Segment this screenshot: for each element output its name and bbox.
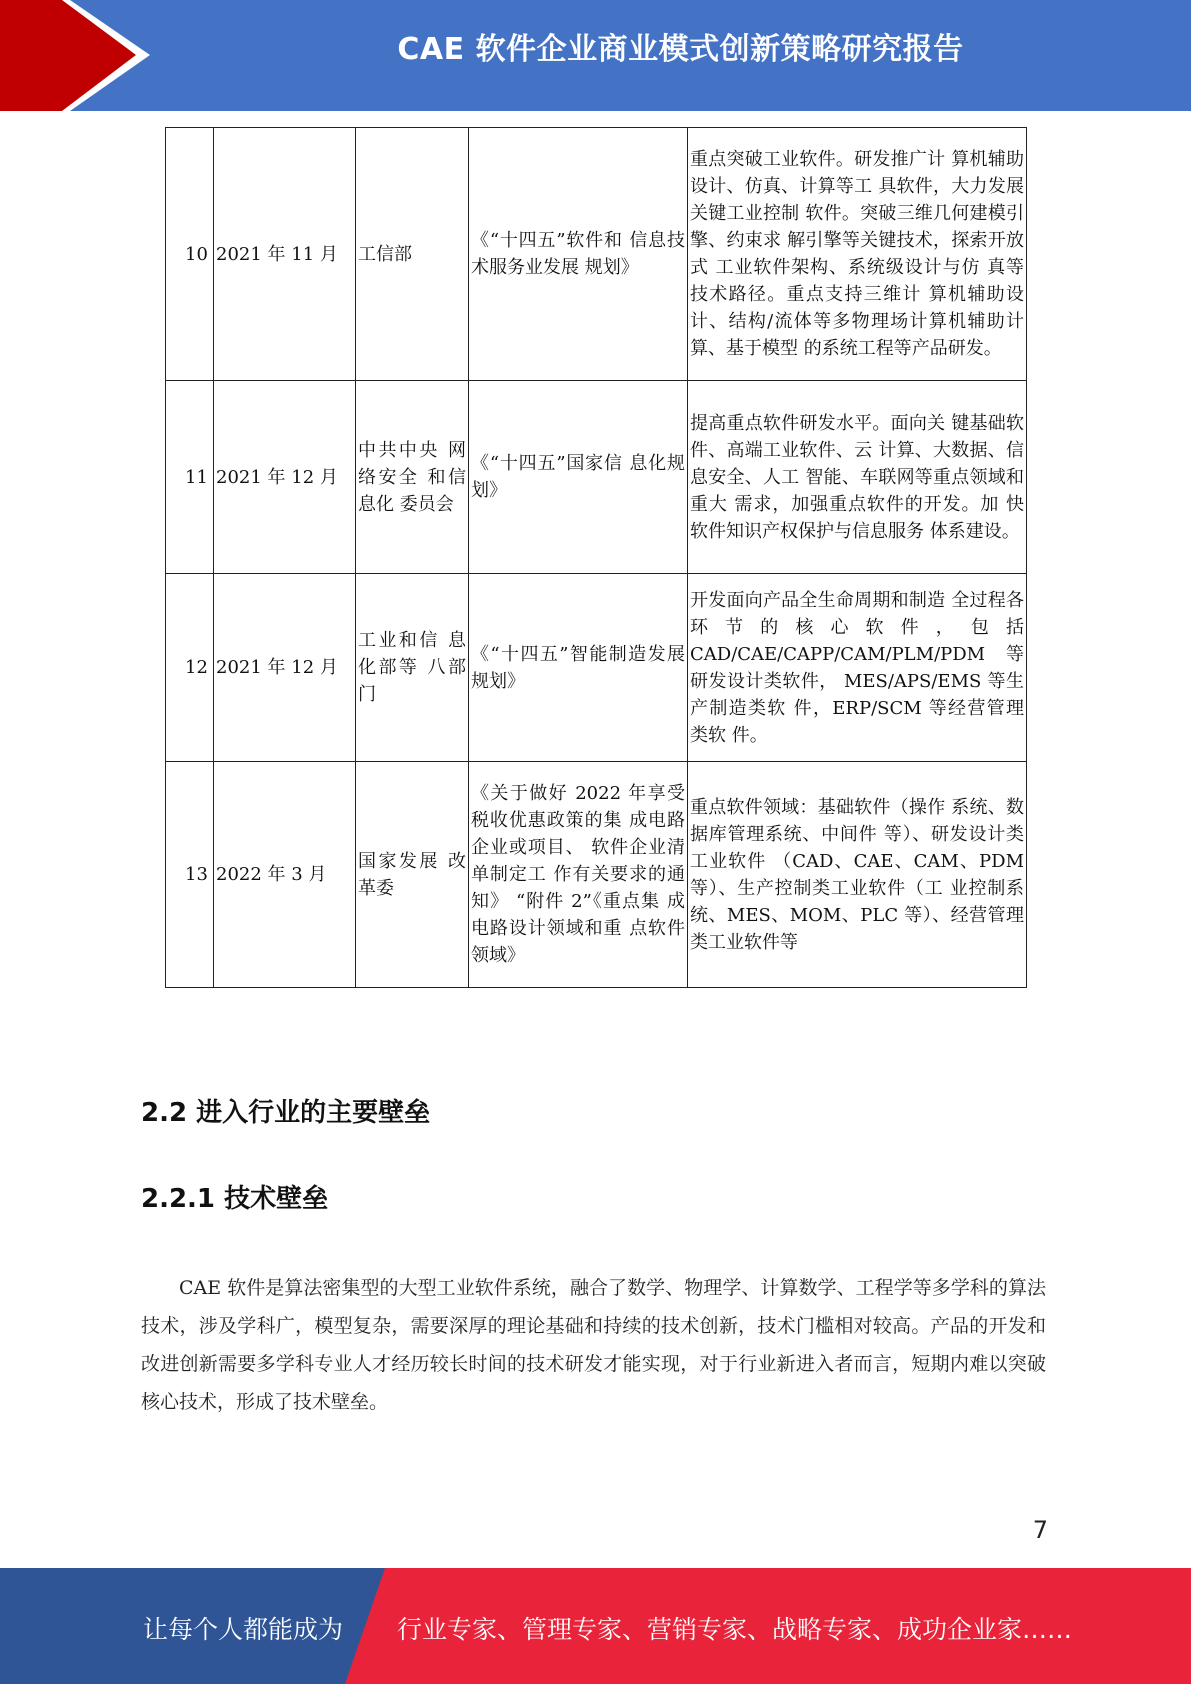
page-header [0,0,1191,111]
section-heading: 2.2 进入行业的主要壁垒 [141,1098,431,1128]
row-description: 重点软件领域：基础软件（操作 系统、数据库管理系统、中间件 等）、研发设计类工业软件 （CAD、CAE、CAM、PDM 等）、生产控制类工业软件（工 业控制系统、MES、MOM、PLC 等）、经营管理类工业软件等 [688,762,1027,988]
header-arrow-decoration [0,0,160,111]
row-number: 11 [166,381,214,574]
policy-table [165,127,1027,988]
body-paragraph: CAE 软件是算法密集型的大型工业软件系统，融合了数学、物理学、计算数学、工程学等多学科的算法技术，涉及学科广，模型复杂，需要深厚的理论基础和持续的技术创新，技术门槛相对较高。产品的开发和改进创新需要多学科专业人才经历较长时间的技术研发才能实现，对于行业新进入者而言，短期内难以突破核心技术，形成了技术壁垒。 [141,1277,1046,1413]
footer-slogan-left: 让每个人都能成为 [143,1615,344,1644]
page-number: 7 [1032,1516,1048,1544]
table-row [166,762,1027,988]
row-description: 开发面向产品全生命周期和制造 全过程各环节的核心软件，包括 CAD/CAE/CAPP/CAM/PLM/PDM 等研发设计类软件， MES/APS/EMS 等生产制造类软 件，ERP/SCM 等经营管理类软 件。 [688,574,1027,762]
row-document: 《“十四五”国家信 息化规划》 [469,381,688,574]
row-date: 2022 年 3 月 [214,762,356,988]
row-document: 《“十四五”智能制造发展规划》 [469,574,688,762]
table-row [166,381,1027,574]
row-date: 2021 年 12 月 [214,381,356,574]
row-description: 重点突破工业软件。研发推广计 算机辅助设计、仿真、计算等工 具软件，大力发展关键工业控制 软件。突破三维几何建模引擎、约束求 解引擎等关键技术，探索开放式 工业软件架构、系统级设计与仿 真等技术路径。重点支持三维计 算机辅助设计、结构/流体等多物理场计算机辅助计算、基于模型 的系统工程等产品研发。 [688,128,1027,381]
row-number: 10 [166,128,214,381]
row-department: 工信部 [356,128,469,381]
row-department: 工业和信 息化部等 八部门 [356,574,469,762]
row-number: 12 [166,574,214,762]
row-date: 2021 年 11 月 [214,128,356,381]
row-document: 《关于做好 2022 年享受税收优惠政策的集 成电路企业或项目、 软件企业清单制定工 作有关要求的通知》 “附件 2”《重点集 成电路设计领域和重 点软件领域》 [469,762,688,988]
table-row [166,128,1027,381]
row-department: 国家发展 改革委 [356,762,469,988]
subsection-heading: 2.2.1 技术壁垒 [141,1184,329,1214]
report-title: CAE 软件企业商业模式创新策略研究报告 [397,32,964,67]
row-document: 《“十四五”软件和 信息技术服务业发展 规划》 [469,128,688,381]
table-row [166,574,1027,762]
row-number: 13 [166,762,214,988]
page-footer [0,1568,1191,1684]
row-description: 提高重点软件研发水平。面向关 键基础软件、高端工业软件、云 计算、大数据、信息安全、人工 智能、车联网等重点领域和重大 需求，加强重点软件的开发。加 快软件知识产权保护与信息服务 体系建设。 [688,381,1027,574]
row-date: 2021 年 12 月 [214,574,356,762]
row-department: 中共中央 网络安全 和信息化 委员会 [356,381,469,574]
footer-slogan-right: 行业专家、管理专家、营销专家、战略专家、成功企业家…… [397,1615,1073,1644]
